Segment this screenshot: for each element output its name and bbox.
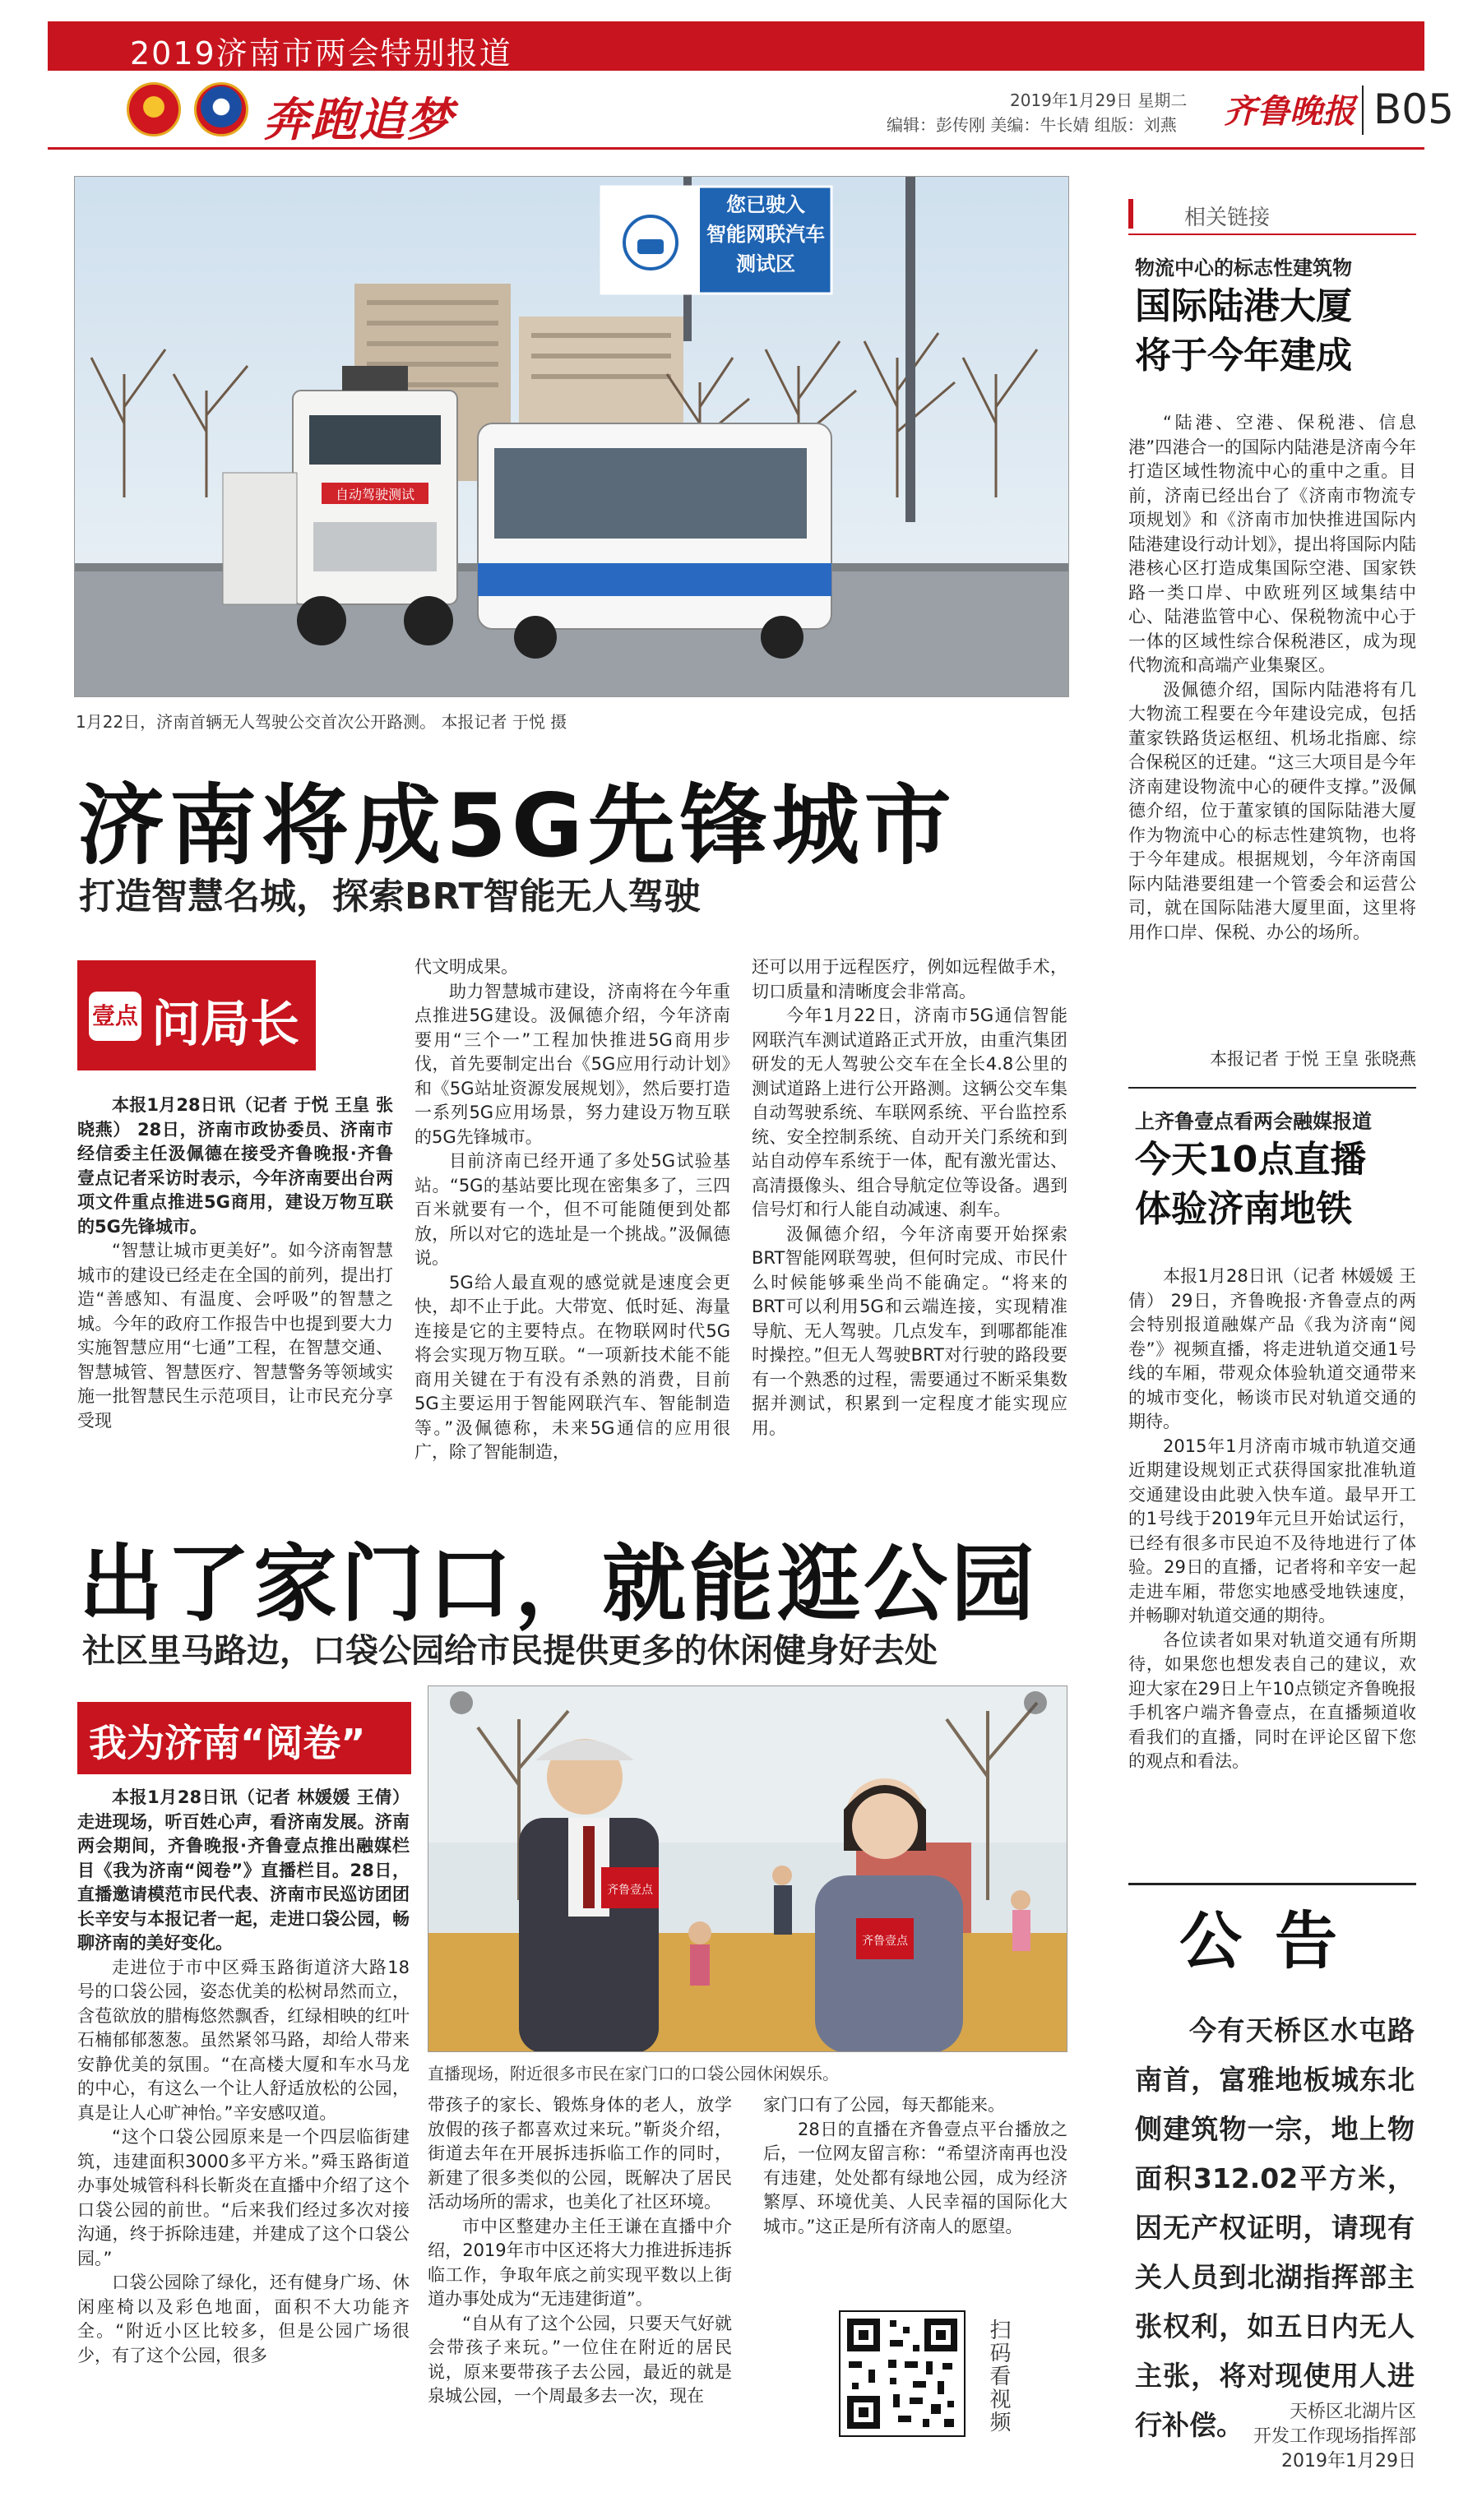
issue-date: 2019年1月29日 星期二 (1010, 90, 1188, 110)
bus-test-photo (74, 176, 1069, 697)
notice-signature-1: 天桥区北湖片区 (1289, 2402, 1416, 2422)
banner-title: 2019济南市两会特别报道 (130, 35, 512, 72)
national-emblem-icon (127, 82, 181, 136)
section-slogan: 奔跑追梦 (263, 94, 454, 147)
photo2-caption: 直播现场，附近很多市民在家门口的口袋公园休闲娱乐。 (428, 2064, 839, 2083)
sign-text-3: 测试区 (736, 252, 795, 275)
notice-title: 公告 (1179, 1904, 1370, 1977)
paragraph: 带孩子的家长、锻炼身体的老人，放学放假的孩子都喜欢过来玩。”靳炎介绍，街道去年在开展拆违拆临工作的同时，新建了很多类似的公园，既解决了居民活动场所的需求，也美化了社区环境。 (428, 2095, 732, 2212)
sidebar-a1-title-line1: 国际陆港大厦 (1135, 285, 1352, 327)
sidebar-a1-body (1128, 411, 1416, 1044)
sidebar-a2-title-line2: 体验济南地铁 (1135, 1188, 1352, 1230)
paragraph: 口袋公园除了绿化，还有健身广场、休闲座椅以及彩色地面，面积不大功能齐全。“附近小区比较多，但是公园广场很少，有了这个公园，很多 (77, 2273, 410, 2365)
cppcc-emblem-icon (194, 82, 248, 136)
paragraph: “这个口袋公园原来是一个四层临街建筑，违建面积3000多平方米。”舜玉路街道办事处城管科科长靳炎在直播中介绍了这个口袋公园的前世。“后来我们经过多次对接沟通，终于拆除违建，并建成了这个口袋公园。” (77, 2127, 410, 2268)
paragraph: 汲佩德介绍，国际内陆港将有几大物流工程要在今年建设完成，包括董家铁路货运枢纽、机场北指廊、综合保税区的迁建。“这三大项目是今年济南建设物流中心的硬件支撑。”汲佩德介绍，位于董家镇的国际陆港大厦作为物流中心的标志性建筑物，也将于今年建成。根据规划，今年济南国际内陆港要组建一个管委会和运营公司，就在国际陆港大厦里面，这里将用作口岸、保税、办公的场所。 (1128, 679, 1416, 942)
sidebar-a2-body (1128, 1265, 1416, 1873)
paragraph: 市中区整建办主任王谦在直播中介绍，2019年市中区还将大力推进拆违拆临工作，争取年底之前实现平数以上街道办事处成为“无违建街道”。 (428, 2216, 732, 2309)
paragraph: 还可以用于远程医疗，例如远程做手术，切口质量和清晰度会非常高。 (752, 957, 1067, 1001)
notice-date: 2019年1月29日 (1281, 2451, 1416, 2471)
paragraph: 各位读者如果对轨道交通有所期待，如果您也想发表自己的建议，欢迎大家在29日上午10点锁定齐鲁晚报手机客户端齐鲁壹点，在直播频道收看我们的直播，同时在评论区留下您的观点和看法。 (1128, 1630, 1416, 1771)
top-banner (48, 21, 1424, 71)
photo1-caption: 1月22日，济南首辆无人驾驶公交首次公开路测。 本报记者 于悦 摄 (76, 712, 567, 732)
sign-text-2: 智能网联汽车 (706, 223, 825, 246)
notice-divider (1128, 1883, 1416, 1885)
masthead-divider (1362, 86, 1364, 135)
sidebar-a2-kicker: 上齐鲁壹点看两会融媒报道 (1135, 1110, 1372, 1133)
paragraph: “自从有了这个公园，只要天气好就会带孩子来玩。”一位住在附近的居民说，原来要带孩子去公园，最近的就是泉城公园，一个周最多去一次，现在 (428, 2313, 732, 2406)
story2-headline: 出了家门口，就能逛公园 (79, 1536, 1038, 1634)
paragraph: 28日的直播在齐鲁壹点平台播放之后，一位网友留言称：“希望济南再也没有违建，处处都有绿地公园，成为经济繁厚、环境优美、人民幸福的国际化大城市。”这正是所有济南人的愿望。 (763, 2119, 1067, 2236)
paragraph: 5G给人最直观的感觉就是速度会更快，却不止于此。大带宽、低时延、海量连接是它的主要特点。在物联网时代5G将会实现万物互联。“一项新技术能不能商用关键在于有没有杀熟的消费，目前5G主要运用于智能网联汽车、智能制造等。”汲佩德称，未来5G通信的应用很广，除了智能制造， (414, 1272, 730, 1462)
sidebar-divider (1128, 1087, 1416, 1089)
qr-caption: 扫码看视频 (986, 2319, 1011, 2434)
page-number: B05 (1373, 86, 1454, 133)
story1-column-1 (77, 1094, 393, 1485)
story2-column-2 (428, 2093, 732, 2476)
pocket-park-photo (428, 1685, 1067, 2052)
paragraph: 助力智慧城市建设，济南将在今年重点推进5G建设。汲佩德介绍，今年济南要用“三个一”工程加快推进5G商用步伐，首先要制定出台《5G应用行动计划》和《5G站址资源发展规划》，然后要打造一系列5G应用场景，努力建设万物互联的5G先锋城市。 (414, 981, 730, 1147)
sign-text-1: 您已驶入 (726, 193, 805, 216)
paragraph: 本报1月28日讯（记者 林媛媛 王倩） 走进现场，听百姓心声，看济南发展。济南两会期间，齐鲁晚报·齐鲁壹点推出融媒栏目《我为济南“阅卷”》直播栏目。28日，直播邀请模范市民代表、济南市民巡访团团长辛安与本报记者一起，走进口袋公园，畅聊济南的美好变化。 (77, 1787, 410, 1953)
mic-label-2: 齐鲁壹点 (862, 1935, 908, 1948)
sidebar-a1-kicker: 物流中心的标志性建筑物 (1135, 257, 1352, 280)
notice-body: 今有天桥区水屯路南首，富雅地板城东北侧建筑物一宗，地上物面积312.02平方米，因无产权证明，请现有关人员到北湖指挥部主张权利，如五日内无人主张，将对现使用人进行补偿。 (1135, 2014, 1415, 2441)
paragraph: 走进位于市中区舜玉路街道济大路18号的口袋公园，姿态优美的松树昂然而立，含苞欲放的腊梅悠然飘香，红绿相映的红叶石楠郁郁葱葱。虽然紧邻马路，却给人带来安静优美的氛围。“在高楼大厦和车水马龙的中心，有这么一个让人舒适放松的公园，真是让人心旷神怡。”辛安感叹道。 (77, 1957, 410, 2123)
section-marker (1128, 199, 1133, 229)
kicker-text: 问局长 (151, 996, 299, 1053)
related-links-header (1128, 194, 1416, 235)
paragraph: 汲佩德介绍，今年济南要开始探索BRT智能网联驾驶，但何时完成、市民什么时候能够乘坐尚不能确定。“将来的BRT可以利用5G和云端连接，实现精准导航、无人驾驶。几点发车，到哪都能准时操控。”但无人驾驶BRT对行驶的路段要有一个熟悉的过程，需要通过不断采集数据并测试，积累到一定程度才能实现应用。 (752, 1223, 1067, 1438)
paper-name: 齐鲁晚报 (1224, 93, 1355, 131)
paragraph: 本报1月28日讯（记者 林媛媛 王倩） 29日，齐鲁晚报·齐鲁壹点的两会特别报道融媒产品《我为济南“阅卷”》视频直播，将走进轨道交通1号线的车厢，带观众体验轨道交通带来的城市变化，畅谈市民对轨道交通的期待。 (1128, 1266, 1416, 1431)
sidebar-a1-author: 本报记者 于悦 王皇 张晓燕 (1209, 1049, 1416, 1069)
paragraph: 家门口有了公园，每天都能来。 (763, 2095, 1005, 2115)
story2-column-3 (763, 2093, 1067, 2291)
sidebar-a2-title-line1: 今天10点直播 (1135, 1139, 1367, 1181)
story1-column-3 (752, 955, 1067, 1485)
kicker-text: 我为济南“阅卷” (89, 1721, 366, 1765)
qilu-yidian-logo: 壹点 (89, 992, 141, 1041)
notice-signature-2: 开发工作现场指挥部 (1253, 2426, 1416, 2447)
paragraph: “陆港、空港、保税港、信息港”四港合一的国际内陆港是济南今年打造区域性物流中心的重中之重。目前，济南已经出台了《济南市物流专项规划》和《济南市加快推进国际内陆港建设行动计划》，提出将国际内陆港核心区打造成集国际空港、国家铁路一类口岸、中欧班列区域集结中心、陆港监管中心、保税物流中心于一体的区域性综合保税港区，成为现代物流和高端产业集聚区。 (1128, 413, 1416, 675)
column-kicker-ask-director (77, 960, 316, 1070)
paragraph: 2015年1月济南市城市轨道交通近期建设规划正式获得国家批准轨道交通建设由此驶入快车道。最早开工的1号线于2019年元旦开始试运行，已经有很多市民迫不及待地进行了体验。29日的直播，记者将和辛安一起走进车厢，带您实地感受地铁速度，并畅聊对轨道交通的期待。 (1128, 1436, 1416, 1625)
masthead (48, 71, 1454, 150)
video-qr-code[interactable] (839, 2310, 966, 2437)
story1-column-2 (414, 955, 730, 1485)
column-kicker-exam (77, 1702, 411, 1774)
mic-label-1: 齐鲁壹点 (607, 1884, 653, 1897)
sidebar-a1-title-line2: 将于今年建成 (1135, 335, 1352, 377)
section-label: 相关链接 (1184, 206, 1271, 230)
paragraph: 代文明成果。 (414, 957, 518, 977)
story1-headline: 济南将成5G先锋城市 (77, 775, 956, 876)
paragraph: “智慧让城市更美好”。如今济南智慧城市的建设已经走在全国的前列，提出打造“善感知、有温度、会呼吸”的智慧之城。今年的政府工作报告中也提到要大力实施智慧应用“七通”工程，在智慧交通、智慧城管、智慧医疗、智慧警务等领域实施一批智慧民生示范项目，让市民充分享受现 (77, 1241, 393, 1431)
paragraph: 本报1月28日讯（记者 于悦 王皇 张晓燕） 28日，济南市政协委员、济南市经信委主任汲佩德在接受齐鲁晚报·齐鲁壹点记者采访时表示，今年济南要出台两项文件重点推进5G商用，建设万物互联的5G先锋城市。 (77, 1095, 393, 1237)
paragraph: 目前济南已经开通了多处5G试验基站。“5G的基站要比现在密集多了，三四百米就要有一个，但不可能随便到处都放，所以对它的选址是一个挑战。”汲佩德说。 (414, 1151, 730, 1268)
story2-subhead: 社区里马路边，口袋公园给市民提供更多的休闲健身好去处 (82, 1632, 938, 1670)
paragraph: 今年1月22日，济南市5G通信智能网联汽车测试道路正式开放，由重汽集团研发的无人驾驶公交车在全长4.8公里的测试道路上进行公开路测。这辆公交车集自动驾驶系统、车联网系统、平台监控系统、安全控制系统、自动开关门系统和到站自动停车系统于一体，配有激光雷达、高清摄像头、组合导航定位等设备。遇到信号灯和行人能自动减速、刹车。 (752, 1006, 1067, 1219)
editor-credits: 编辑：彭传刚 美编：牛长婧 组版：刘燕 (887, 115, 1177, 135)
story1-subhead: 打造智慧名城，探索BRT智能无人驾驶 (79, 876, 701, 918)
truck-label: 自动驾驶测试 (335, 487, 415, 502)
story2-column-1 (77, 1786, 410, 2476)
